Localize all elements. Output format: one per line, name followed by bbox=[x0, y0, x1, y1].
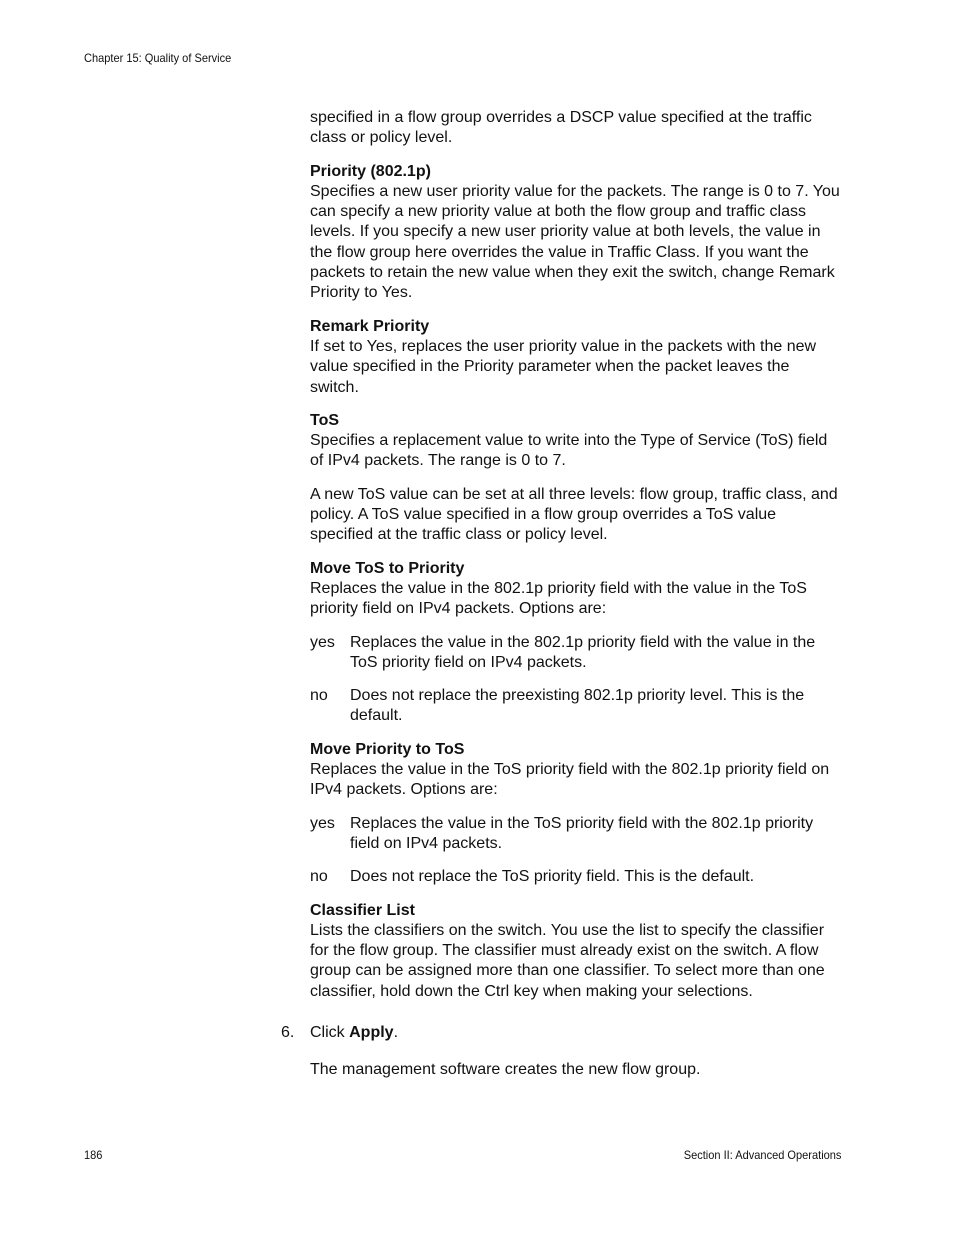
step-prefix: Click bbox=[310, 1023, 350, 1041]
step-suffix: . bbox=[393, 1023, 399, 1041]
option-key: yes bbox=[310, 814, 335, 832]
param-remark-priority bbox=[310, 317, 842, 398]
option-key: no bbox=[310, 687, 328, 705]
intro-paragraph: specified in a flow group overrides a DSCP value specified at the traffic class or policy level. bbox=[310, 109, 812, 147]
param-description: Replaces the value in the 802.1p priority field with the value in the ToS priority field on IPv4 packets. Options are: bbox=[310, 579, 807, 618]
option-key: no bbox=[310, 868, 328, 886]
step-action: Apply bbox=[349, 1023, 394, 1041]
step-6 bbox=[281, 1023, 842, 1043]
option-item bbox=[310, 867, 842, 887]
page-content bbox=[281, 108, 842, 1081]
param-tos bbox=[310, 411, 842, 472]
param-title: Move Priority to ToS bbox=[310, 740, 465, 758]
param-description: Specifies a replacement value to write into the Type of Service (ToS) field of IPv4 packets. The range is 0 to 7. bbox=[310, 432, 828, 470]
step-number: 6. bbox=[281, 1023, 295, 1041]
param-title: Move ToS to Priority bbox=[310, 559, 465, 577]
param-move-tos-to-priority bbox=[310, 559, 842, 620]
step-result: The management software creates the new flow group. bbox=[310, 1061, 701, 1079]
option-text: Replaces the value in the ToS priority field with the 802.1p priority field on IPv4 packets. bbox=[350, 814, 814, 852]
param-move-priority-to-tos bbox=[310, 740, 842, 801]
page-number: 186 bbox=[84, 1148, 103, 1162]
param-title: ToS bbox=[310, 411, 340, 429]
param-description: Specifies a new user priority value for the packets. The range is 0 to 7. You can specify a new priority value at both the flow group and traffic class levels. If you specify a new user priority value at both levels, the value in the flow group here overrides the value in Traffic Class. If you want the packets to retain the new value when they exit the switch, change Remark Priority to Yes. bbox=[310, 182, 840, 302]
param-classifier-list bbox=[310, 901, 842, 1002]
chapter-header: Chapter 15: Quality of Service bbox=[84, 51, 232, 65]
option-key: yes bbox=[310, 633, 335, 651]
option-item bbox=[310, 814, 842, 855]
param-description: Lists the classifiers on the switch. You use the list to specify the classifier for the flow group. The classifier must already exist on the switch. A flow group can be assigned more than one classifier. To select more than one classifier, hold down the Ctrl key when making your selections. bbox=[310, 921, 825, 1000]
option-text: Does not replace the ToS priority field. This is the default. bbox=[350, 868, 755, 886]
option-text: Replaces the value in the 802.1p priority field with the value in the ToS priority field on IPv4 packets. bbox=[350, 633, 816, 671]
param-priority bbox=[310, 162, 842, 304]
param-description: Replaces the value in the ToS priority field with the 802.1p priority field on IPv4 packets. Options are: bbox=[310, 761, 830, 799]
option-item bbox=[310, 686, 842, 727]
param-title: Priority (802.1p) bbox=[310, 162, 431, 180]
param-title: Classifier List bbox=[310, 901, 415, 919]
tos-note-paragraph: A new ToS value can be set at all three levels: flow group, traffic class, and policy. A ToS value specified in a flow group overrides a ToS value specified at the traffic class or policy level. bbox=[310, 485, 838, 544]
section-footer: Section II: Advanced Operations bbox=[683, 1148, 841, 1162]
param-title: Remark Priority bbox=[310, 317, 430, 335]
option-text: Does not replace the preexisting 802.1p priority level. This is the default. bbox=[350, 687, 805, 725]
param-description: If set to Yes, replaces the user priority value in the packets with the new value specified in the Priority parameter when the packet leaves the switch. bbox=[310, 337, 817, 396]
option-item bbox=[310, 633, 842, 674]
